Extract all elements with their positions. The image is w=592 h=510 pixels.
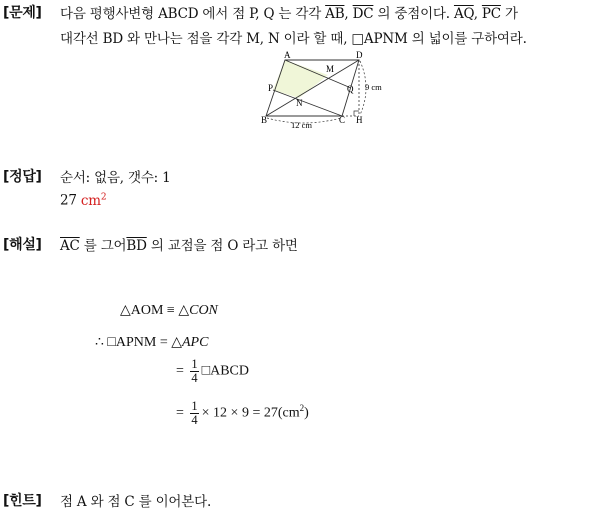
answer-value: 27 bbox=[60, 192, 77, 209]
eq2-right: APC bbox=[181, 335, 209, 350]
equation-4 bbox=[176, 400, 309, 427]
parallelogram-figure bbox=[258, 48, 394, 132]
comma: , bbox=[473, 6, 478, 22]
explanation-text-b: 의 교점을 점 O 라고 하면 bbox=[146, 238, 298, 254]
fraction-quarter bbox=[190, 400, 198, 427]
label-p: P bbox=[268, 83, 274, 93]
eq1-left: △AOM ≡ △ bbox=[120, 303, 190, 318]
answer-meta: 순서: 없음, 갯수: 1 bbox=[60, 170, 171, 186]
eq3-rest: □ABCD bbox=[201, 363, 250, 379]
comma: , bbox=[344, 6, 349, 22]
fraction-quarter bbox=[190, 358, 198, 385]
hint-label: [힌트] bbox=[3, 493, 42, 509]
problem-text-c: 가 bbox=[505, 6, 518, 22]
frac-num: 1 bbox=[191, 399, 198, 413]
label-n: N bbox=[296, 98, 303, 108]
equation-1 bbox=[120, 302, 218, 319]
eq1-right: CON bbox=[189, 303, 218, 318]
frac-den: 4 bbox=[191, 371, 198, 385]
label-q: Q bbox=[347, 84, 354, 94]
answer-label: [정답] bbox=[3, 169, 42, 185]
unit-text: cm bbox=[80, 192, 101, 209]
label-c: C bbox=[339, 115, 346, 125]
segment-aq: $\overline{AQ}$ bbox=[453, 6, 474, 22]
problem-line-2: 대각선 BD 와 만나는 점을 각각 M, N 이라 할 때, □APNM 의 넓이를 구하여라. bbox=[60, 31, 527, 47]
eq2-left: ∴ □APNM = △ bbox=[95, 335, 182, 350]
frac-den: 4 bbox=[191, 413, 198, 427]
equation-3 bbox=[176, 358, 249, 385]
eq4-rest: × 12 × 9 = 27(cm bbox=[201, 405, 300, 421]
segment-bd: $\overline{BD}$ bbox=[126, 238, 147, 254]
equation-2 bbox=[95, 334, 208, 351]
label-h: H bbox=[356, 115, 363, 125]
segment-ac: $\overline{AC}$ bbox=[60, 238, 80, 254]
segment-dc: $\overline{DC}$ bbox=[352, 6, 374, 22]
eq4-close: ) bbox=[304, 405, 309, 421]
height-label: 9 cm bbox=[365, 82, 382, 92]
problem-text-b: 의 중점이다. bbox=[377, 6, 450, 22]
label-a: A bbox=[284, 50, 291, 60]
eq4-equals: = bbox=[176, 405, 184, 421]
answer-unit bbox=[81, 193, 107, 209]
eq3-equals: = bbox=[176, 363, 184, 379]
problem-text-a: 다음 평행사변형 ABCD 에서 점 P, Q 는 각각 bbox=[60, 6, 322, 22]
shaded-region-apnm bbox=[273, 60, 328, 98]
segment-ab: $\overline{AB}$ bbox=[325, 6, 345, 22]
explanation-label: [해설] bbox=[3, 237, 42, 253]
label-b: B bbox=[261, 115, 268, 125]
frac-num: 1 bbox=[191, 357, 198, 371]
label-d: D bbox=[356, 50, 363, 60]
answer-value-line bbox=[60, 192, 106, 209]
explanation-intro bbox=[60, 234, 298, 254]
explanation-text-a: 를 그어 bbox=[79, 238, 127, 254]
eq4-exponent: 2 bbox=[299, 403, 305, 414]
base-label: 12 cm bbox=[291, 120, 313, 130]
segment-pc-line bbox=[273, 90, 342, 116]
problem-line-1 bbox=[60, 2, 518, 22]
hint-text: 점 A 와 점 C 를 이어본다. bbox=[60, 494, 212, 510]
segment-pc: $\overline{PC}$ bbox=[481, 6, 501, 22]
label-m: M bbox=[326, 64, 335, 74]
problem-label: [문제] bbox=[3, 5, 42, 21]
unit-exponent: 2 bbox=[100, 192, 107, 202]
